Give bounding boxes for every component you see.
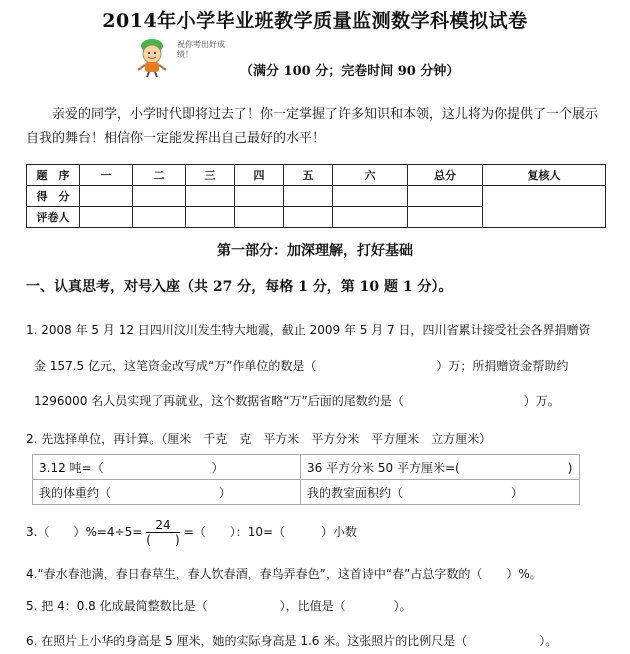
section-one-title: 一、认真思考，对号入座（共 27 分，每格 1 分，第 10 题 1 分）。 (26, 279, 453, 295)
q2-cell-area: 36 平方分米 50 平方厘米=( ) (301, 455, 580, 480)
reviewer-cell (483, 186, 606, 228)
question-1-line-3: 1296000 名人员实现了再就业，这个数据省略“万”后面的尾数约是（ ）万。 (34, 394, 560, 408)
row-label-score: 得 分 (27, 186, 80, 207)
unit-conversion-table (32, 454, 580, 505)
logo-caption: 祝你考出好成绩！ (177, 40, 225, 59)
fraction-denominator: ( ) (146, 533, 180, 547)
grader-cell (186, 207, 235, 228)
fraction-numerator: 24 (146, 518, 179, 533)
score-cell (186, 186, 235, 207)
grader-cell (235, 207, 284, 228)
q2-cell-weight: 我的体重约（ ） (33, 480, 301, 505)
grader-cell (408, 207, 483, 228)
grader-cell (333, 207, 408, 228)
question-3 (26, 518, 357, 547)
col-5: 五 (284, 165, 333, 186)
col-4: 四 (235, 165, 284, 186)
score-cell (133, 186, 186, 207)
question-5: 5. 把 4：0.8 化成最简整数比是（ ），比值是（ ）。 (26, 599, 412, 613)
grader-cell (80, 207, 133, 228)
table-row (33, 455, 580, 480)
score-cell (80, 186, 133, 207)
score-cell (333, 186, 408, 207)
question-1-line-2: 金 157.5 亿元，这笔资金改写成“万”作单位的数是（ ）万；所捐赠资金帮助约 (34, 359, 569, 373)
exam-subtitle: （满分 100 分；完卷时间 90 分钟） (240, 64, 460, 79)
score-cell (284, 186, 333, 207)
question-2-stem: 2. 先选择单位，再计算。（厘米 千克 克 平方米 平方分米 平方厘米 立方厘米） (26, 432, 492, 446)
col-3: 三 (186, 165, 235, 186)
question-6: 6. 在照片上小华的身高是 5 厘米，她的实际身高是 1.6 米。这张照片的比例尺是（ ）。 (26, 634, 558, 648)
question-1-line-1: 1. 2008 年 5 月 12 日四川汶川发生特大地震，截止 2009 年 5 月 7 日，四川省累计接受社会各界捐赠资 (26, 323, 591, 337)
score-cell (408, 186, 483, 207)
row-label-order: 题 序 (27, 165, 80, 186)
score-table (26, 164, 606, 228)
row-label-grader: 评卷人 (27, 207, 80, 228)
score-table-header-row (27, 165, 606, 186)
grader-cell (284, 207, 333, 228)
col-2: 二 (133, 165, 186, 186)
grader-cell (133, 207, 186, 228)
score-table-score-row (27, 186, 606, 207)
q2-cell-classroom: 我的教室面积约（ ） (301, 480, 580, 505)
col-6: 六 (333, 165, 408, 186)
exam-title: 2014年小学毕业班教学质量监测数学科模拟试卷 (102, 10, 528, 32)
question-3-fraction (146, 518, 179, 547)
q2-cell-tons: 3.12 吨=（ ） (33, 455, 301, 480)
question-3-left: 3.（ ）%=4÷5= (26, 525, 143, 539)
col-1: 一 (80, 165, 133, 186)
intro-paragraph: 亲爱的同学，小学时代即将过去了！你一定掌握了许多知识和本领，这儿将为你提供了一个展示自我的舞台！相信你一定能发挥出自己最好的水平！ (26, 107, 599, 146)
col-total: 总分 (408, 165, 483, 186)
part-one-title: 第一部分：加深理解，打好基础 (217, 243, 413, 259)
question-4: 4.“春水春池满，春日春草生，春人饮春酒，春鸟弄春色”，这首诗中“春”占总字数的（ ）%。 (26, 567, 542, 581)
score-cell (235, 186, 284, 207)
col-reviewer: 复核人 (483, 165, 606, 186)
table-row (33, 480, 580, 505)
question-3-right: =（ ）：10=（ ）小数 (183, 525, 358, 539)
